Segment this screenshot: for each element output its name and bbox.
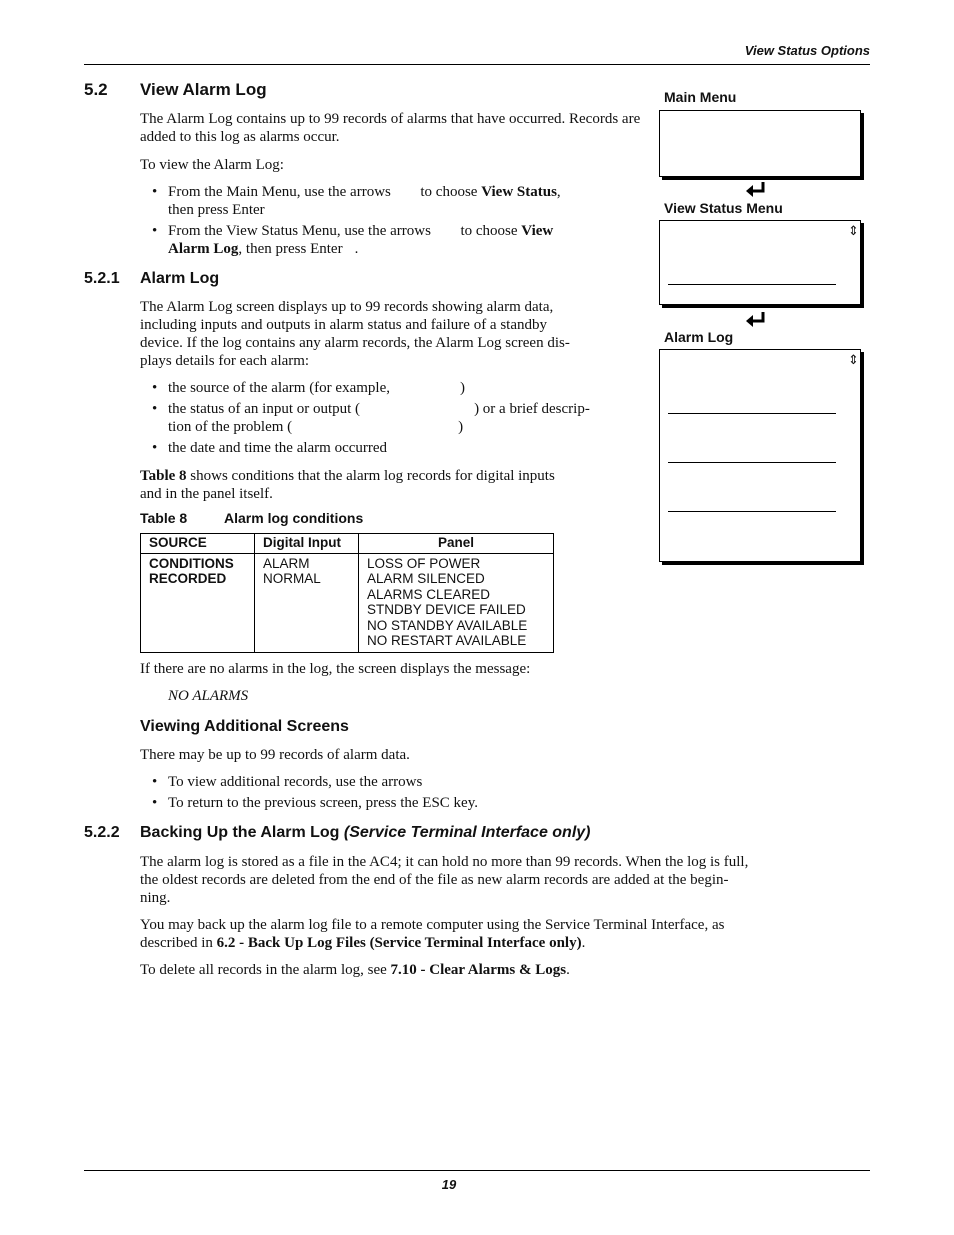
- table-caption-number: Table 8: [140, 510, 188, 526]
- record-divider: [668, 511, 836, 512]
- viewing-paragraph: There may be up to 99 records of alarm data.: [140, 747, 410, 763]
- section-title: View Alarm Log: [140, 80, 267, 99]
- subsection-title: Alarm Log: [140, 270, 220, 287]
- viewing-screens-heading: Viewing Additional Screens: [140, 718, 349, 735]
- scroll-updown-icon: ⇕: [848, 224, 859, 239]
- subsection-number: 5.2.1: [84, 270, 120, 287]
- list-item: • From the Main Menu, use the arrows to choose View Status, then press Enter: [152, 184, 561, 218]
- alarm-log-screen: [659, 349, 861, 562]
- view-status-menu-screen: [659, 220, 861, 305]
- list-item: • the date and time the alarm occurred: [152, 440, 388, 456]
- no-alarms-message: NO ALARMS: [168, 688, 249, 704]
- cross-reference-link: 6.2 - Back Up Log Files (Service Terminal Interface only): [216, 935, 582, 951]
- page-number: 19: [441, 1177, 457, 1192]
- view-status-menu-label: View Status Menu: [664, 200, 783, 216]
- table-row: [141, 553, 554, 652]
- record-divider: [668, 462, 836, 463]
- no-alarms-intro: If there are no alarms in the log, the screen displays the message:: [140, 661, 531, 677]
- list-item: • To return to the previous screen, press the ESC key.: [152, 795, 478, 811]
- table-header-row: [141, 534, 554, 554]
- enter-key-icon: [745, 311, 767, 327]
- main-menu-screen: [659, 110, 861, 177]
- backup-paragraph-3: To delete all records in the alarm log, see 7.10 - Clear Alarms & Logs.: [140, 962, 570, 978]
- header-rule: [84, 64, 870, 65]
- list-item: • From the View Status Menu, use the arrows to choose View Alarm Log, then press Enter .: [152, 223, 554, 257]
- alarm-conditions-table: [140, 533, 554, 653]
- table-caption: Alarm log conditions: [224, 510, 364, 526]
- footer-rule: [84, 1170, 870, 1171]
- enter-key-icon: [745, 181, 767, 197]
- alarm-log-label: Alarm Log: [664, 329, 734, 345]
- selection-line: [668, 284, 836, 285]
- table-cell-digital-input: ALARM NORMAL: [255, 553, 359, 652]
- list-item: • the source of the alarm (for example, ): [152, 380, 465, 396]
- backup-paragraph-2: You may back up the alarm log file to a remote computer using the Service Terminal Interface, as described in 6.2 - Back Up Log Files (Service Terminal Interface only).: [140, 917, 725, 951]
- to-view-text: To view the Alarm Log:: [140, 157, 284, 173]
- table-cell-panel: LOSS OF POWER ALARM SILENCED ALARMS CLEARED STNDBY DEVICE FAILED NO STANDBY AVAILABLE NO RESTART AVAILABLE: [359, 553, 554, 652]
- table-header-source: SOURCE: [141, 534, 255, 554]
- section-number: 5.2: [84, 80, 108, 99]
- alarm-log-paragraph: The Alarm Log screen displays up to 99 records showing alarm data, including inputs and outputs in alarm status and failure of a standby device. If the log contains any alarm records, the Alarm Log screen dis- plays details for each alarm:: [140, 299, 570, 369]
- list-item: • To view additional records, use the arrows: [152, 774, 423, 790]
- section-intro: The Alarm Log contains up to 99 records of alarms that have occurred. Records are added to this log as alarms occur.: [140, 111, 641, 145]
- table-reference: Table 8 shows conditions that the alarm log records for digital inputs and in the panel itself.: [140, 468, 555, 502]
- subsection-title: Backing Up the Alarm Log (Service Terminal Interface only): [140, 824, 591, 841]
- record-divider: [668, 413, 836, 414]
- table-cell-row-label: CONDITIONS RECORDED: [141, 553, 255, 652]
- main-menu-label: Main Menu: [664, 89, 737, 105]
- cross-reference-link: 7.10 - Clear Alarms & Logs: [390, 962, 567, 978]
- scroll-updown-icon: ⇕: [848, 353, 859, 368]
- table-header-digital-input: Digital Input: [255, 534, 359, 554]
- table-header-panel: Panel: [359, 534, 554, 554]
- subsection-number: 5.2.2: [84, 824, 120, 841]
- list-item: • the status of an input or output ( ) or a brief descrip- tion of the problem ( ): [152, 401, 590, 435]
- running-header: View Status Options: [744, 43, 870, 58]
- backup-paragraph-1: The alarm log is stored as a file in the AC4; it can hold no more than 99 records. When the log is full, the oldest records are deleted from the end of the file as new alarm records are added at the begin- ning.: [140, 854, 749, 906]
